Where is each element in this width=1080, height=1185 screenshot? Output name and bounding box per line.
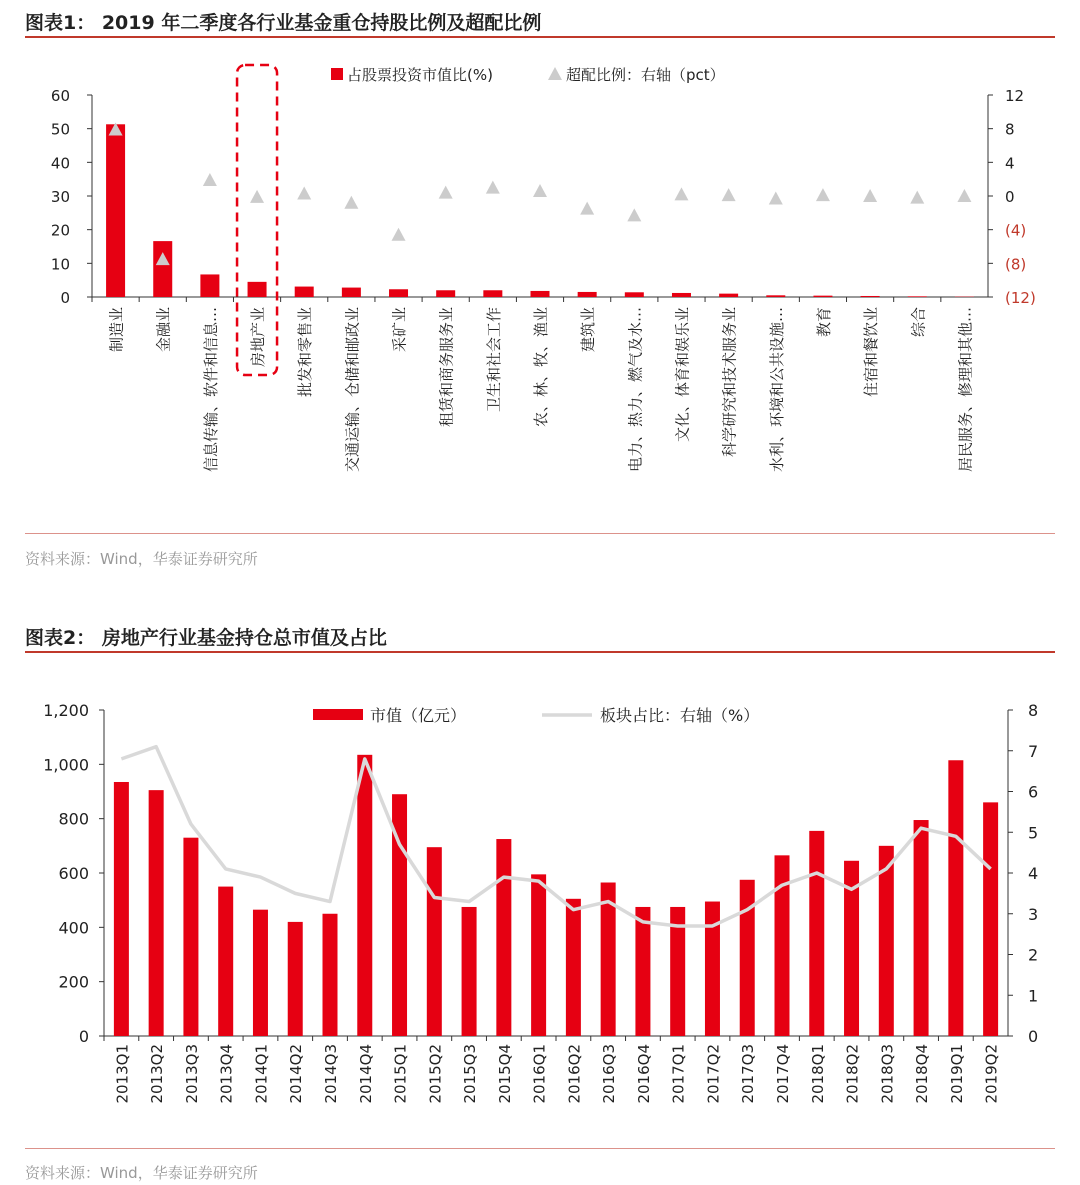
x-tick-label: 2018Q3 xyxy=(878,1044,897,1104)
x-tick-label: 2015Q3 xyxy=(461,1044,480,1104)
bar-2014Q4 xyxy=(357,755,372,1036)
bar-2015Q4 xyxy=(496,839,511,1036)
x-tick-label: 2016Q1 xyxy=(530,1044,549,1104)
left-tick-label: 40 xyxy=(50,154,70,173)
x-tick-label: 金融业 xyxy=(154,307,173,353)
x-tick-label: 水利、环境和公共设施… xyxy=(767,307,786,473)
bar-采矿业 xyxy=(389,289,408,297)
x-tick-label: 科学研究和技术服务业 xyxy=(720,307,739,458)
left-tick-label: 30 xyxy=(50,188,70,206)
figure2-top-rule xyxy=(25,651,1055,653)
x-label-group xyxy=(600,1044,618,1104)
x-tick-label: 居民服务、修理和其他… xyxy=(956,307,975,473)
x-label-group xyxy=(249,307,267,367)
bar-2014Q3 xyxy=(323,914,338,1036)
legend-marker-swatch xyxy=(548,67,562,80)
x-tick-label: 2017Q3 xyxy=(739,1044,758,1104)
left-tick-label: 0 xyxy=(60,289,70,307)
marker-信息传输、软件和信息… xyxy=(203,173,217,186)
x-label-group xyxy=(635,1044,653,1104)
x-tick-label: 房地产业 xyxy=(249,307,268,368)
x-label-group xyxy=(739,1044,757,1104)
x-label-group xyxy=(704,1044,722,1104)
bar-2013Q4 xyxy=(218,887,233,1036)
x-tick-label: 2014Q3 xyxy=(322,1044,340,1104)
x-label-group xyxy=(774,1044,792,1104)
left-tick-label: 800 xyxy=(58,809,89,829)
marker-卫生和社会工作 xyxy=(486,181,500,194)
x-tick-label: 2019Q2 xyxy=(982,1044,1001,1104)
x-tick-label: 2017Q1 xyxy=(669,1044,688,1104)
x-tick-label: 卫生和社会工作 xyxy=(484,307,503,413)
bar-金融业 xyxy=(153,241,172,297)
bar-2013Q2 xyxy=(149,790,164,1036)
share-line xyxy=(121,747,990,926)
left-tick-label: 600 xyxy=(58,864,89,883)
bar-信息传输、软件和信息… xyxy=(200,274,219,297)
bar-2016Q2 xyxy=(566,899,581,1036)
x-tick-label: 文化、体育和娱乐业 xyxy=(673,307,692,443)
x-label-group xyxy=(809,1044,827,1104)
x-tick-label: 交通运输、仓储和邮政业 xyxy=(343,307,362,473)
x-label-group xyxy=(878,1044,896,1104)
x-label-group xyxy=(155,307,173,352)
x-tick-label: 2015Q1 xyxy=(391,1044,410,1104)
bar-2018Q1 xyxy=(809,831,824,1036)
x-label-group xyxy=(983,1044,1001,1104)
right-tick-label: (4) xyxy=(1005,221,1027,240)
x-label-group xyxy=(392,1044,410,1104)
x-tick-label: 批发和零售业 xyxy=(296,307,315,398)
legend-bar-label: 占股票投资市值比(%) xyxy=(347,66,493,84)
right-tick-label: (12) xyxy=(1005,289,1036,307)
x-label-group xyxy=(108,307,126,352)
right-tick-label: 2 xyxy=(1028,945,1039,965)
left-tick-label: 50 xyxy=(50,120,70,139)
x-tick-label: 综合 xyxy=(909,307,928,338)
marker-租赁和商务服务业 xyxy=(439,186,453,199)
bar-2019Q1 xyxy=(948,760,963,1036)
x-label-group xyxy=(496,1044,514,1104)
x-label-group xyxy=(287,1044,305,1104)
bar-批发和零售业 xyxy=(295,287,314,297)
x-tick-label: 采矿业 xyxy=(390,307,409,353)
left-tick-label: 1,200 xyxy=(43,701,89,720)
marker-综合 xyxy=(910,191,924,204)
x-tick-label: 2014Q1 xyxy=(252,1044,271,1104)
legend-line-label: 板块占比：右轴（%） xyxy=(600,706,760,725)
x-label-group xyxy=(532,307,550,427)
left-tick-label: 10 xyxy=(50,255,70,274)
figure2-chart xyxy=(0,690,1080,1140)
marker-采矿业 xyxy=(392,228,406,241)
x-tick-label: 2013Q4 xyxy=(217,1044,236,1104)
figure2-title: 图表2： 房地产行业基金持仓总市值及占比 xyxy=(25,627,387,649)
x-tick-label: 制造业 xyxy=(107,307,126,353)
x-tick-label: 2018Q4 xyxy=(913,1044,932,1104)
x-tick-label: 教育 xyxy=(814,307,833,338)
bar-2019Q2 xyxy=(983,802,998,1036)
x-tick-label: 2018Q1 xyxy=(808,1044,827,1104)
x-tick-label: 2015Q2 xyxy=(426,1044,445,1104)
marker-建筑业 xyxy=(580,202,594,215)
marker-农、林、牧、渔业 xyxy=(533,184,547,197)
marker-文化、体育和娱乐业 xyxy=(674,187,688,200)
x-tick-label: 农、林、牧、渔业 xyxy=(532,307,550,428)
right-tick-label: 12 xyxy=(1005,87,1025,105)
x-label-group xyxy=(768,307,786,472)
marker-科学研究和技术服务业 xyxy=(722,188,736,201)
left-tick-label: 1,000 xyxy=(43,755,89,775)
x-label-group xyxy=(721,307,739,457)
bar-2017Q3 xyxy=(740,880,755,1036)
left-tick-label: 400 xyxy=(58,918,89,938)
right-tick-label: 4 xyxy=(1005,154,1015,173)
x-label-group xyxy=(391,307,409,352)
x-label-group xyxy=(426,1044,444,1104)
bar-2018Q3 xyxy=(879,846,894,1036)
x-tick-label: 2015Q4 xyxy=(495,1044,514,1104)
x-label-group xyxy=(252,1044,270,1104)
right-tick-label: 0 xyxy=(1028,1027,1039,1046)
x-label-group xyxy=(202,307,220,472)
x-label-group xyxy=(438,307,456,427)
bar-2013Q3 xyxy=(183,838,198,1036)
x-label-group xyxy=(948,1044,966,1104)
x-label-group xyxy=(844,1044,862,1104)
right-tick-label: 0 xyxy=(1005,188,1015,206)
x-label-group xyxy=(565,1044,583,1104)
x-label-group xyxy=(148,1044,166,1104)
bar-2016Q1 xyxy=(531,874,546,1036)
marker-批发和零售业 xyxy=(297,186,311,199)
x-label-group xyxy=(673,307,691,442)
x-tick-label: 2017Q4 xyxy=(774,1044,792,1104)
bar-建筑业 xyxy=(578,292,597,297)
x-label-group xyxy=(909,307,927,337)
x-label-group xyxy=(218,1044,236,1104)
bar-2016Q4 xyxy=(635,907,650,1036)
bar-教育 xyxy=(813,296,832,297)
right-tick-label: 1 xyxy=(1028,986,1039,1006)
bar-文化、体育和娱乐业 xyxy=(672,293,691,297)
x-tick-label: 租赁和商务服务业 xyxy=(437,307,456,428)
bar-卫生和社会工作 xyxy=(483,290,502,297)
marker-住宿和餐饮业 xyxy=(863,189,877,202)
left-tick-label: 0 xyxy=(78,1027,89,1046)
bar-综合 xyxy=(908,296,927,297)
bar-2015Q3 xyxy=(462,907,477,1036)
x-label-group xyxy=(343,307,361,472)
bar-农、林、牧、渔业 xyxy=(531,291,550,297)
right-tick-label: 3 xyxy=(1028,904,1039,924)
x-label-group xyxy=(579,307,597,352)
figure1-title: 图表1： 2019 年二季度各行业基金重仓持股比例及超配比例 xyxy=(25,12,542,34)
x-tick-label: 2013Q1 xyxy=(113,1044,132,1104)
x-label-group xyxy=(322,1044,340,1104)
bar-房地产业 xyxy=(248,282,267,297)
bar-水利、环境和公共设施… xyxy=(766,295,785,297)
figure2-source: 资料来源：Wind，华泰证券研究所 xyxy=(25,1164,258,1182)
x-tick-label: 2018Q2 xyxy=(843,1044,862,1104)
marker-房地产业 xyxy=(250,190,264,203)
x-label-group xyxy=(626,307,644,472)
bar-科学研究和技术服务业 xyxy=(719,294,738,297)
figure1-top-rule xyxy=(25,36,1055,38)
legend-bar-swatch xyxy=(313,709,363,720)
x-tick-label: 2016Q3 xyxy=(600,1044,619,1104)
right-tick-label: (8) xyxy=(1005,255,1027,274)
figure1-bottom-rule xyxy=(25,533,1055,534)
x-tick-label: 2014Q4 xyxy=(356,1044,375,1104)
marker-居民服务、修理和其他… xyxy=(957,189,971,202)
x-label-group xyxy=(956,307,974,472)
bar-2018Q4 xyxy=(914,820,929,1036)
figure1-source: 资料来源：Wind，华泰证券研究所 xyxy=(25,550,258,568)
right-tick-label: 8 xyxy=(1005,120,1015,139)
x-label-group xyxy=(670,1044,688,1104)
right-tick-label: 5 xyxy=(1028,823,1039,843)
bar-租赁和商务服务业 xyxy=(436,290,455,297)
bar-2014Q2 xyxy=(288,922,303,1036)
x-tick-label: 2017Q2 xyxy=(704,1044,723,1104)
x-tick-label: 2019Q1 xyxy=(947,1044,966,1104)
bar-2014Q1 xyxy=(253,910,268,1036)
legend-marker-label: 超配比例：右轴（pct） xyxy=(566,66,725,84)
marker-交通运输、仓储和邮政业 xyxy=(344,196,358,209)
x-tick-label: 2016Q4 xyxy=(634,1044,653,1104)
marker-电力、热力、燃气及水… xyxy=(627,208,641,221)
figure1-chart xyxy=(0,40,1080,530)
legend-bar-label: 市值（亿元） xyxy=(370,706,467,725)
bar-交通运输、仓储和邮政业 xyxy=(342,288,361,297)
left-tick-label: 20 xyxy=(50,221,70,240)
legend-bar-swatch xyxy=(331,68,343,80)
x-label-group xyxy=(913,1044,931,1104)
right-tick-label: 4 xyxy=(1028,864,1039,883)
x-label-group xyxy=(183,1044,201,1104)
marker-水利、环境和公共设施… xyxy=(769,192,783,205)
marker-教育 xyxy=(816,188,830,201)
left-tick-label: 60 xyxy=(50,87,70,105)
bar-住宿和餐饮业 xyxy=(861,296,880,297)
figure2-bottom-rule xyxy=(25,1148,1055,1149)
x-label-group xyxy=(485,307,503,412)
bar-2013Q1 xyxy=(114,782,129,1036)
x-tick-label: 2014Q2 xyxy=(287,1044,306,1104)
bar-制造业 xyxy=(106,124,125,297)
bar-2015Q2 xyxy=(427,847,442,1036)
x-tick-label: 建筑业 xyxy=(579,307,598,353)
x-tick-label: 2013Q3 xyxy=(182,1044,201,1104)
right-tick-label: 6 xyxy=(1028,782,1039,802)
x-tick-label: 2013Q2 xyxy=(148,1044,167,1104)
x-label-group xyxy=(357,1044,375,1104)
left-tick-label: 200 xyxy=(58,972,89,992)
x-label-group xyxy=(113,1044,131,1104)
x-label-group xyxy=(815,307,833,337)
bar-电力、热力、燃气及水… xyxy=(625,292,644,297)
x-tick-label: 2016Q2 xyxy=(565,1044,584,1104)
x-tick-label: 电力、热力、燃气及水… xyxy=(626,307,645,473)
x-label-group xyxy=(461,1044,479,1104)
right-tick-label: 7 xyxy=(1028,741,1039,761)
x-tick-label: 住宿和餐饮业 xyxy=(862,307,881,398)
x-tick-label: 信息传输、软件和信息… xyxy=(201,307,220,473)
x-label-group xyxy=(862,307,880,397)
right-tick-label: 8 xyxy=(1028,701,1039,720)
x-label-group xyxy=(531,1044,549,1104)
x-label-group xyxy=(296,307,314,397)
